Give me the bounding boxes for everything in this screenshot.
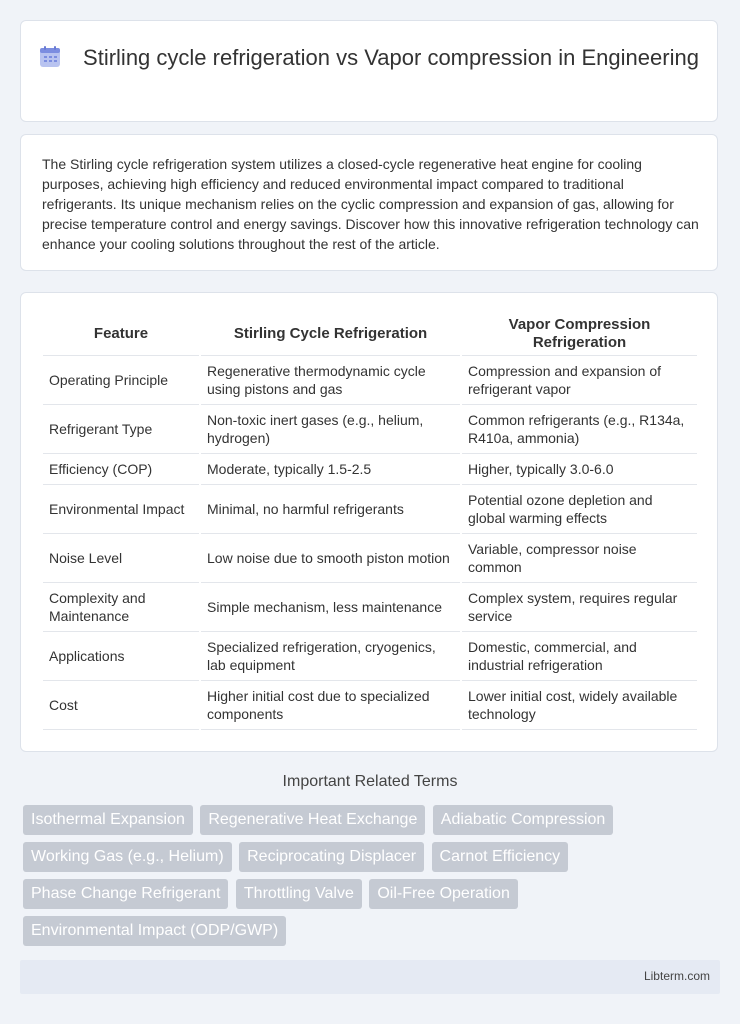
table-row [43,534,697,583]
table-cell: Specialized refrigeration, cryogenics, lab equipment [201,632,460,681]
related-term-tag[interactable]: Isothermal Expansion [23,805,193,835]
column-header-vapor: Vapor Compression Refrigeration [462,313,697,356]
table-cell: Complex system, requires regular service [462,583,697,632]
table-cell: Simple mechanism, less maintenance [201,583,460,632]
column-header-feature: Feature [43,313,199,356]
table-cell: Domestic, commercial, and industrial refrigeration [462,632,697,681]
title-card [20,20,718,122]
page-title-text: Stirling cycle refrigeration vs Vapor compression in Engineering [83,45,699,70]
table-cell: Complexity and Maintenance [43,583,199,632]
table-cell: Compression and expansion of refrigerant vapor [462,356,697,405]
table-cell: Minimal, no harmful refrigerants [201,485,460,534]
footer [20,960,720,994]
table-row [43,632,697,681]
table-cell: Lower initial cost, widely available technology [462,681,697,730]
table-cell: Regenerative thermodynamic cycle using pistons and gas [201,356,460,405]
table-row [43,356,697,405]
related-term-tag[interactable]: Throttling Valve [236,879,362,909]
related-term-tag[interactable]: Adiabatic Compression [433,805,614,835]
table-cell: Variable, compressor noise common [462,534,697,583]
table-cell: Moderate, typically 1.5-2.5 [201,454,460,485]
comparison-table [41,313,699,730]
related-terms-heading: Important Related Terms [282,773,458,790]
table-cell: Applications [43,632,199,681]
table-header-row [43,313,697,356]
related-term-tag[interactable]: Working Gas (e.g., Helium) [23,842,232,872]
table-row [43,405,697,454]
table-cell: Non-toxic inert gases (e.g., helium, hydrogen) [201,405,460,454]
table-row [43,681,697,730]
related-terms-list [23,805,723,953]
table-cell: Potential ozone depletion and global warming effects [462,485,697,534]
comparison-table-card [20,292,718,752]
table-cell: Cost [43,681,199,730]
related-term-tag[interactable]: Carnot Efficiency [432,842,569,872]
table-cell: Higher, typically 3.0-6.0 [462,454,697,485]
footer-site-link[interactable]: Libterm.com [643,969,710,983]
table-cell: Environmental Impact [43,485,199,534]
table-row [43,454,697,485]
table-cell: Higher initial cost due to specialized components [201,681,460,730]
table-cell: Refrigerant Type [43,405,199,454]
table-cell: Common refrigerants (e.g., R134a, R410a, ammonia) [462,405,697,454]
table-cell: Noise Level [43,534,199,583]
table-row [43,583,697,632]
related-term-tag[interactable]: Regenerative Heat Exchange [200,805,425,835]
table-cell: Efficiency (COP) [43,454,199,485]
intro-card [20,134,718,271]
page-title [21,43,717,73]
related-term-tag[interactable]: Environmental Impact (ODP/GWP) [23,916,286,946]
column-header-stirling: Stirling Cycle Refrigeration [201,313,460,356]
related-term-tag[interactable]: Reciprocating Displacer [239,842,424,872]
calendar-icon [39,46,61,68]
intro-paragraph: The Stirling cycle refrigeration system utilizes a closed-cycle regenerative heat engine for cooling purposes, achieving high efficiency and reduced environmental impact compared to traditional refrigerants. Its unique mechanism relies on the cyclic compression and expansion of gas, allowing for precise temperature control and energy savings. Discover how this innovative refrigeration technology can enhance your cooling solutions throughout the rest of the article. [42,156,699,252]
related-term-tag[interactable]: Phase Change Refrigerant [23,879,228,909]
table-cell: Operating Principle [43,356,199,405]
related-term-tag[interactable]: Oil-Free Operation [369,879,518,909]
table-cell: Low noise due to smooth piston motion [201,534,460,583]
table-row [43,485,697,534]
